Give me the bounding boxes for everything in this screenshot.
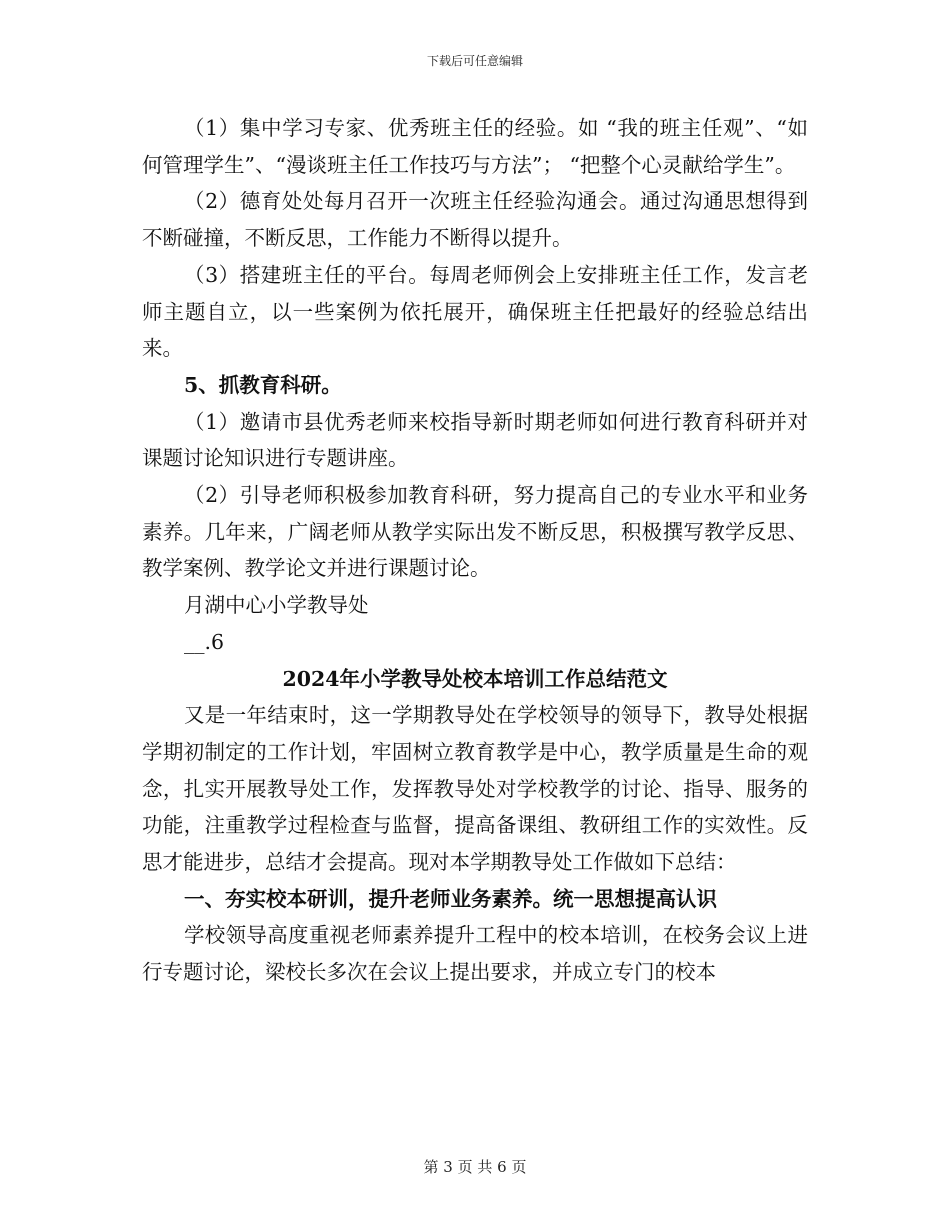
section-heading-1: 一、夯实校本研训，提升老师业务素养。统一思想提高认识 xyxy=(184,886,717,911)
paragraph-6: 学校领导高度重视老师素养提升工程中的校本培训，在校务会议上进行专题讨论，梁校长多次在会议上提出要求，并成立专门的校本 xyxy=(142,923,808,985)
paragraph-4: （1）邀请市县优秀老师来校指导新时期老师如何进行教育科研并对课题讨论知识进行专题讲座。 xyxy=(142,409,808,471)
page-header: 下载后可任意编辑 xyxy=(426,54,523,68)
signature-org: 月湖中心小学教导处 xyxy=(184,593,369,618)
paragraph-5: （2）引导老师积极参加教育科研，努力提高自己的专业水平和业务素养。几年来，广阔老师从教学实际出发不断反思，积极撰写教学反思、教学案例、教学论文并进行课题讨论。 xyxy=(142,483,808,581)
page-footer: 第 3 页 共 6 页 xyxy=(423,1158,527,1176)
signature-date: __.6 xyxy=(184,629,225,654)
section-heading-5: 5、抓教育科研。 xyxy=(184,372,342,397)
paragraph-1: （1）集中学习专家、优秀班主任的经验。如 “我的班主任观”、“如何管理学生”、“漫谈班主任工作技巧与方法”； “把整个心灵献给学生”。 xyxy=(142,116,808,177)
paragraph-2: （2）德育处处每月召开一次班主任经验沟通会。通过沟通思想得到不断碰撞，不断反思，工作能力不断得以提升。 xyxy=(142,189,808,251)
intro-paragraph: 又是一年结束时，这一学期教导处在学校领导的领导下，教导处根据学期初制定的工作计划，牢固树立教育教学是中心，教学质量是生命的观念，扎实开展教导处工作，发挥教导处对学校教学的讨论、指导、服务的功能，注重教学过程检查与监督，提高备课组、教研组工作的实效性。反思才能进步，总结才会提高。现对本学期教导处工作做如下总结： xyxy=(142,703,808,875)
paragraph-3: （3）搭建班主任的平台。每周老师例会上安排班主任工作，发言老师主题自立，以一些案例为依托展开，确保班主任把最好的经验总结出来。 xyxy=(142,262,808,361)
document-body xyxy=(142,110,808,991)
document-title: 2024年小学教导处校本培训工作总结范文 xyxy=(282,666,668,691)
